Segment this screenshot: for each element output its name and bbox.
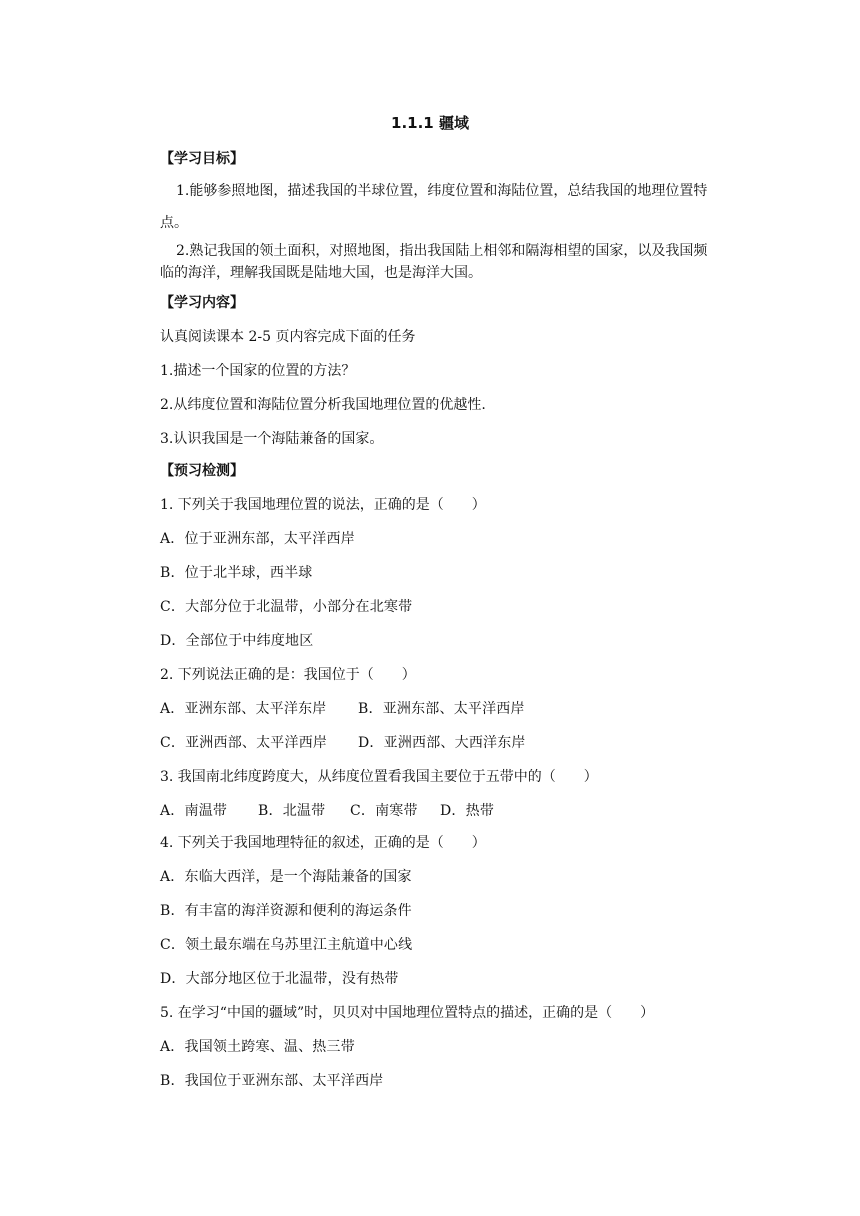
question-4-option-a: A．东临大西洋，是一个海陆兼备的国家	[160, 869, 412, 885]
question-2-stem: 2. 下列说法正确的是：我国位于（ ）	[160, 667, 416, 683]
question-1-option-c: C．大部分位于北温带，小部分在北寒带	[160, 599, 413, 615]
question-3-stem: 3. 我国南北纬度跨度大，从纬度位置看我国主要位于五带中的（ ）	[160, 769, 598, 785]
goal-1-line-2: 点。	[160, 215, 188, 231]
question-2-option-a: A．亚洲东部、太平洋东岸	[160, 701, 327, 717]
section-heading-content: 【学习内容】	[160, 295, 244, 311]
question-5-option-b: B．我国位于亚洲东部、太平洋西岸	[160, 1073, 384, 1089]
question-4-stem: 4. 下列关于我国地理特征的叙述，正确的是（ ）	[160, 835, 486, 851]
section-heading-goals: 【学习目标】	[160, 151, 244, 167]
question-3-option-b: B．北温带	[258, 803, 326, 819]
question-2-option-d: D．亚洲西部、大西洋东岸	[358, 735, 526, 751]
content-intro: 认真阅读课本 2-5 页内容完成下面的任务	[160, 329, 416, 345]
goal-2-line-2: 临的海洋，理解我国既是陆地大国，也是海洋大国。	[160, 265, 482, 281]
question-2-option-c: C．亚洲西部、太平洋西岸	[160, 735, 328, 751]
question-5-option-a: A．我国领土跨寒、温、热三带	[160, 1039, 355, 1055]
question-4-option-c: C．领土最东端在乌苏里江主航道中心线	[160, 937, 413, 953]
content-item-3: 3.认识我国是一个海陆兼备的国家。	[160, 431, 384, 447]
goal-2-line-1: 2.熟记我国的领土面积，对照地图，指出我国陆上相邻和隔海相望的国家，以及我国频	[176, 243, 708, 259]
question-4-option-b: B．有丰富的海洋资源和便利的海运条件	[160, 903, 412, 919]
question-1-stem: 1. 下列关于我国地理位置的说法，正确的是（ ）	[160, 497, 486, 513]
question-1-option-a: A．位于亚洲东部，太平洋西岸	[160, 531, 355, 547]
page-title: 1.1.1 疆域	[391, 114, 469, 132]
question-3-option-a: A．南温带	[160, 803, 228, 819]
goal-1-line-1: 1.能够参照地图，描述我国的半球位置，纬度位置和海陆位置，总结我国的地理位置特	[176, 183, 708, 199]
question-1-option-b: B．位于北半球，西半球	[160, 565, 313, 581]
question-4-option-d: D．大部分地区位于北温带，没有热带	[160, 971, 399, 987]
content-item-1: 1.描述一个国家的位置的方法？	[160, 363, 356, 379]
question-3-option-d: D．热带	[440, 803, 495, 819]
question-3-option-c: C．南寒带	[350, 803, 418, 819]
section-heading-check: 【预习检测】	[160, 463, 244, 479]
question-2-option-b: B．亚洲东部、太平洋西岸	[358, 701, 525, 717]
question-1-option-d: D．全部位于中纬度地区	[160, 633, 314, 649]
content-item-2: 2.从纬度位置和海陆位置分析我国地理位置的优越性.	[160, 397, 486, 413]
question-5-stem: 5. 在学习“中国的疆域”时，贝贝对中国地理位置特点的描述，正确的是（ ）	[160, 1005, 655, 1021]
